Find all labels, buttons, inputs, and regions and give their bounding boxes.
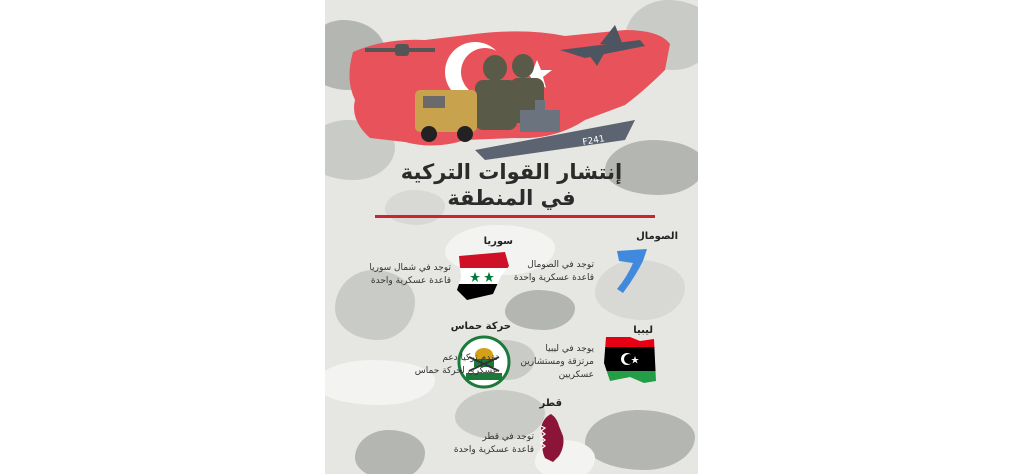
syria-description: توجد في شمال سوريا قاعدة عسكرية واحدة: [369, 263, 451, 286]
page-title-line2: في المنطقة: [447, 186, 576, 210]
somalia-map-icon: [613, 247, 649, 297]
libya-map-icon: [600, 333, 658, 385]
syria-label: سوريا: [483, 236, 513, 247]
infographic-poster: [325, 0, 698, 474]
hamas-description: تقدم تركيا دعم عسكري لحركة حماس: [414, 353, 498, 376]
qatar-map-icon: [537, 412, 567, 464]
hamas-label: حركة حماس: [450, 321, 511, 332]
somalia-label: الصومال: [636, 231, 678, 242]
page-title-line1: إنتشار القوات التركية: [400, 160, 623, 184]
somalia-description: توجد في الصومال قاعدة عسكرية واحدة: [513, 260, 594, 283]
syria-map-icon: [453, 250, 511, 302]
qatar-description: توجد في قطر قاعدة عسكرية واحدة: [453, 432, 534, 455]
title-divider: [375, 215, 655, 218]
banner-artwork: [325, 0, 698, 165]
ship-code: F241: [581, 134, 606, 148]
libya-description: يوجد في ليبيا مرتزقة ومستشارين عسكريين: [520, 344, 594, 380]
qatar-label: قطر: [539, 398, 562, 409]
libya-label: ليبيا: [633, 325, 653, 336]
